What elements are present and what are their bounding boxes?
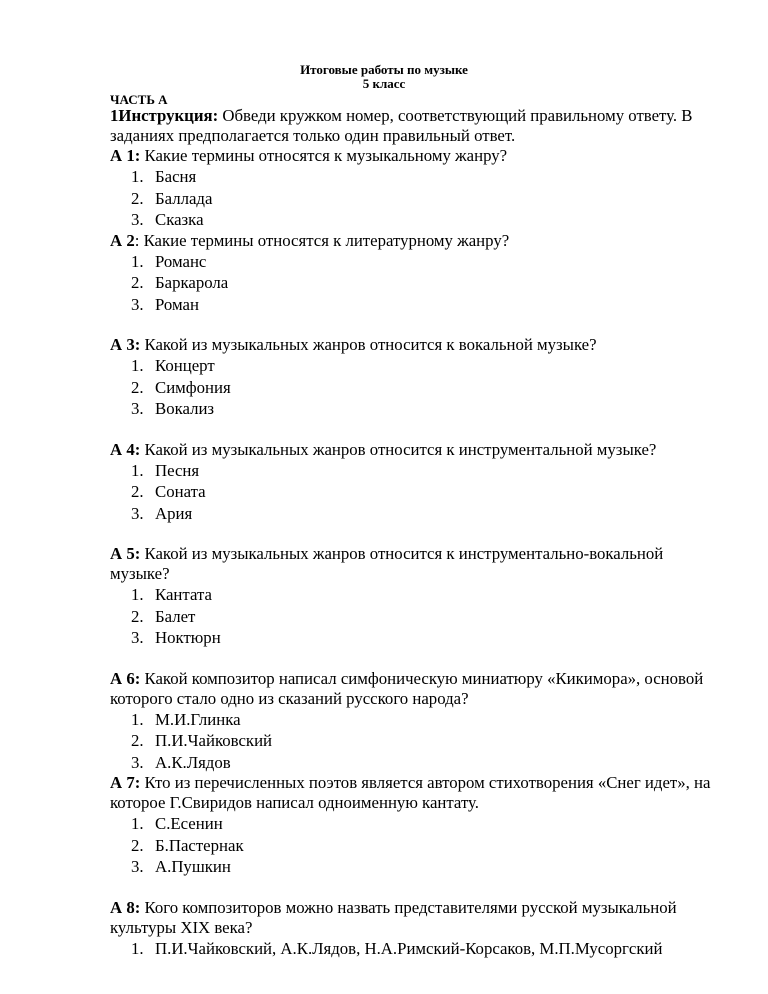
option-text: Кантата (155, 585, 212, 604)
question-body: Какой из музыкальных жанров относится к инструментальной музыке? (140, 439, 657, 459)
question-a3 (110, 335, 720, 420)
instruction-paragraph (110, 106, 720, 146)
question-text (110, 544, 720, 584)
option-text: Ноктюрн (155, 628, 221, 647)
option-item[interactable] (110, 938, 720, 960)
option-text: П.И.Чайковский (155, 731, 273, 750)
option-item[interactable] (110, 752, 720, 774)
option-item[interactable] (110, 856, 720, 878)
option-text: Балет (155, 606, 196, 626)
question-body: Какой из музыкальных жанров относится к инструментально-вокальной музыке? (110, 544, 664, 583)
option-item[interactable] (110, 627, 720, 649)
option-text: С.Есенин (155, 814, 223, 833)
option-text: Песня (155, 460, 200, 480)
option-item[interactable] (110, 188, 720, 210)
grade-label: 5 класс (362, 76, 406, 91)
option-number: 2. (131, 377, 144, 397)
option-number: 1. (131, 709, 144, 729)
instruction-label: 1Инструкция: (110, 106, 219, 125)
option-number: 1. (131, 938, 144, 958)
question-label: А 3: (110, 335, 141, 354)
option-text: Сказка (155, 210, 204, 229)
question-body: Какой композитор написал симфоническую миниатюру «Кикимора», основой которого стало одно из сказаний русского народа? (110, 668, 704, 708)
option-text: Вокализ (155, 399, 215, 418)
options-list (110, 460, 720, 525)
option-number: 1. (131, 814, 144, 833)
option-text: А.К.Лядов (155, 752, 231, 772)
option-number: 2. (131, 273, 144, 292)
question-body: Какие термины относятся к музыкальному жанру? (140, 146, 508, 165)
question-a2 (110, 231, 720, 316)
option-text: Б.Пастернак (155, 835, 244, 855)
option-text: Соната (155, 482, 206, 501)
option-number: 2. (131, 188, 144, 208)
option-text: М.И.Глинка (155, 709, 241, 729)
option-item[interactable] (110, 503, 720, 525)
document-content (110, 106, 720, 959)
option-number: 3. (131, 628, 144, 647)
question-text (110, 773, 720, 813)
options-list (110, 166, 720, 231)
question-text (110, 231, 720, 251)
option-number: 1. (131, 356, 144, 375)
question-a7 (110, 773, 720, 878)
question-a6 (110, 669, 720, 774)
question-text (110, 335, 720, 355)
option-item[interactable] (110, 294, 720, 316)
question-text (110, 440, 720, 460)
options-list (110, 813, 720, 878)
option-item[interactable] (110, 166, 720, 188)
option-item[interactable] (110, 355, 720, 377)
option-number: 3. (131, 752, 144, 772)
question-label: А 6: (110, 668, 141, 688)
option-item[interactable] (110, 709, 720, 731)
question-a8 (110, 898, 720, 960)
option-number: 3. (131, 857, 144, 876)
option-text: Симфония (155, 377, 231, 397)
option-number: 2. (131, 482, 144, 501)
option-text: Баллада (155, 188, 213, 208)
question-text (110, 669, 720, 709)
question-a5 (110, 544, 720, 649)
question-body: : Какие термины относятся к литературному жанру? (134, 230, 510, 250)
option-item[interactable] (110, 730, 720, 752)
question-a4 (110, 440, 720, 525)
question-label: А 1: (110, 146, 141, 165)
option-item[interactable] (110, 251, 720, 273)
option-text: Ария (155, 503, 193, 523)
option-item[interactable] (110, 584, 720, 606)
option-number: 1. (131, 251, 144, 271)
option-text: Баркарола (155, 273, 229, 292)
options-list (110, 355, 720, 420)
option-number: 3. (131, 294, 144, 314)
option-item[interactable] (110, 481, 720, 503)
option-number: 2. (131, 731, 144, 750)
option-number: 2. (131, 835, 144, 855)
option-number: 3. (131, 503, 144, 523)
option-item[interactable] (110, 460, 720, 482)
part-heading: ЧАСТЬ А (110, 92, 168, 107)
question-label: А 5: (110, 544, 141, 563)
question-text (110, 898, 720, 938)
options-list (110, 251, 720, 316)
option-number: 1. (131, 460, 144, 480)
question-body: Какой из музыкальных жанров относится к вокальной музыке? (140, 335, 597, 354)
option-item[interactable] (110, 835, 720, 857)
option-text: Концерт (155, 356, 215, 375)
question-label: А 7: (110, 773, 141, 792)
question-label: А 2 (110, 230, 135, 250)
option-text: Басня (155, 167, 197, 186)
question-a1 (110, 146, 720, 231)
option-text: Романс (155, 251, 207, 271)
options-list (110, 709, 720, 774)
options-list (110, 584, 720, 649)
option-number: 3. (131, 399, 144, 418)
question-body: Кто из перечисленных поэтов является автором стихотворения «Снег идет», на которое Г.Свиридов написал одноименную кантату. (110, 773, 711, 812)
document-title: Итоговые работы по музыке (300, 62, 468, 77)
option-item[interactable] (110, 209, 720, 231)
option-number: 1. (131, 167, 144, 186)
option-text: П.И.Чайковский, А.К.Лядов, Н.А.Римский-Корсаков, М.П.Мусоргский (155, 938, 663, 958)
options-list (110, 938, 720, 960)
option-item[interactable] (110, 606, 720, 628)
question-label: А 4: (110, 439, 141, 459)
option-number: 2. (131, 606, 144, 626)
question-text (110, 146, 720, 166)
option-item[interactable] (110, 398, 720, 420)
option-text: А.Пушкин (155, 857, 231, 876)
instruction-text: Обведи кружком номер, соответствующий правильному ответу. В заданиях предполагается только один правильный ответ. (110, 106, 693, 145)
option-item[interactable] (110, 272, 720, 294)
question-body: Кого композиторов можно назвать представителями русской музыкальной культуры XIX века? (110, 897, 677, 937)
option-item[interactable] (110, 377, 720, 399)
option-text: Роман (155, 294, 199, 314)
question-label: А 8: (110, 897, 141, 917)
option-number: 1. (131, 585, 144, 604)
option-item[interactable] (110, 813, 720, 835)
option-number: 3. (131, 210, 144, 229)
